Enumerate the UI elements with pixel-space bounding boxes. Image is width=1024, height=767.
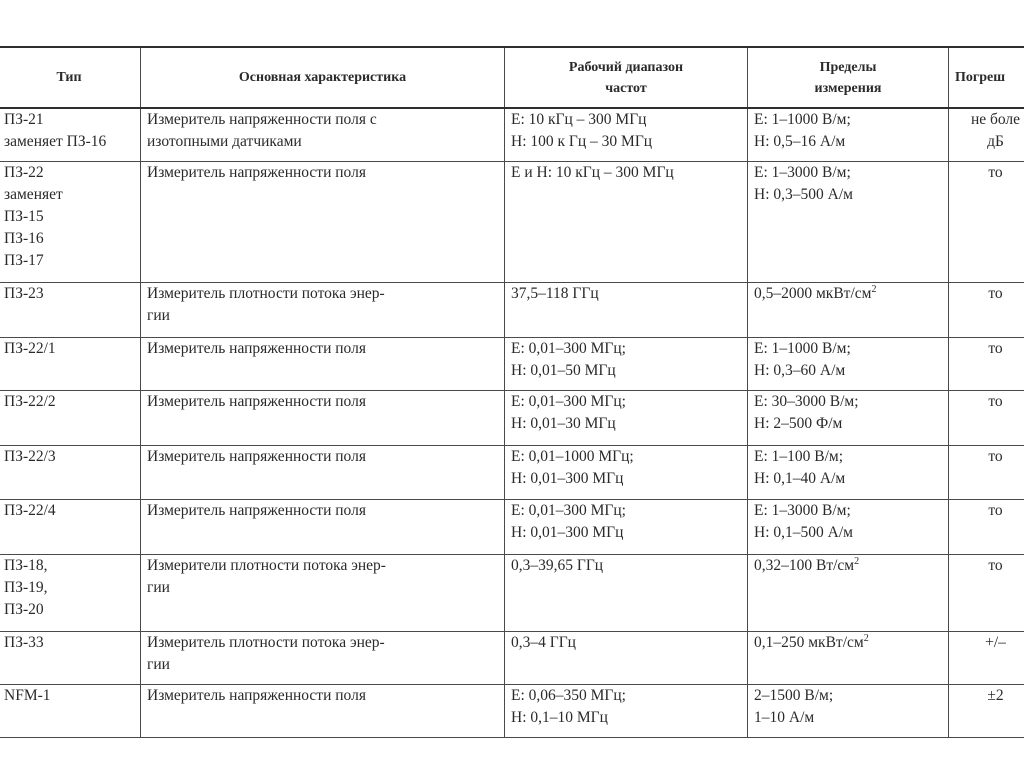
description-cell-line: гии (147, 306, 170, 324)
frequency-cell-line: Е: 0,01–300 МГц; (511, 501, 626, 519)
error-cell-line: +/– (985, 633, 1006, 651)
type-cell-line: ПЗ-22/1 (4, 339, 56, 357)
limits-cell-line: Н: 0,5–16 А/м (754, 133, 846, 150)
error-cell-line: ±2 (987, 686, 1004, 704)
description-cell-line: гии (147, 655, 170, 673)
error-cell (949, 499, 1024, 554)
table-row (0, 390, 1024, 445)
type-cell-line: заменяет ПЗ-16 (4, 133, 107, 150)
limits-cell-line: Н: 0,3–500 А/м (754, 185, 853, 203)
type-cell-line: ПЗ-33 (4, 633, 44, 651)
table-row (0, 445, 1024, 499)
frequency-cell-line: 37,5–118 ГГц (511, 284, 599, 302)
header-description: Основная характеристика (141, 47, 505, 108)
type-cell-line: ПЗ-20 (4, 600, 44, 618)
description-cell-line: Измерители плотности потока энер- (147, 556, 386, 574)
description-cell (141, 108, 505, 161)
frequency-cell-line: Е: 0,01–300 МГц; (511, 392, 626, 410)
error-cell (949, 337, 1024, 390)
description-cell (141, 631, 505, 684)
frequency-cell-line: Н: 0,01–30 МГц (511, 414, 616, 432)
type-cell (0, 161, 141, 282)
limits-cell (748, 390, 949, 445)
type-cell (0, 108, 141, 161)
frequency-cell-line: Е: 10 кГц – 300 МГц (511, 111, 647, 128)
measuring-instruments-table (0, 46, 1024, 738)
description-cell-line: Измеритель плотности потока энер- (147, 284, 385, 302)
type-cell (0, 390, 141, 445)
error-cell (949, 445, 1024, 499)
description-cell-line: Измеритель плотности потока энер- (147, 633, 385, 651)
limits-cell-line: Е: 1–1000 В/м; (754, 339, 851, 357)
type-cell (0, 631, 141, 684)
type-cell-line: ПЗ-22/3 (4, 447, 56, 465)
limits-cell-line: Е: 1–1000 В/м; (754, 111, 851, 128)
description-cell-line: Измеритель напряженности поля (147, 392, 366, 410)
frequency-cell-line: 0,3–4 ГГц (511, 633, 576, 651)
description-cell (141, 445, 505, 499)
error-cell (949, 631, 1024, 684)
frequency-cell-line: Е: 0,06–350 МГц; (511, 686, 626, 704)
frequency-cell (505, 161, 748, 282)
limits-cell (748, 554, 949, 631)
limits-cell (748, 108, 949, 161)
error-cell-line: то (988, 501, 1003, 519)
error-cell (949, 684, 1024, 737)
type-cell (0, 499, 141, 554)
type-cell-line: ПЗ-17 (4, 251, 44, 269)
description-cell-line: Измеритель напряженности поля (147, 447, 366, 465)
table-row (0, 499, 1024, 554)
description-cell-line: гии (147, 578, 170, 596)
limits-cell (748, 161, 949, 282)
frequency-cell-line: Е: 0,01–300 МГц; (511, 339, 626, 357)
frequency-cell-line: Е: 0,01–1000 МГц; (511, 447, 634, 465)
frequency-cell (505, 499, 748, 554)
description-cell (141, 282, 505, 337)
description-cell (141, 161, 505, 282)
frequency-cell-line: Н: 0,01–300 МГц (511, 523, 624, 541)
frequency-cell (505, 631, 748, 684)
error-cell-line: то (988, 556, 1003, 574)
limits-cell (748, 337, 949, 390)
error-cell (949, 390, 1024, 445)
limits-cell-line: Е: 1–3000 В/м; (754, 163, 851, 181)
error-cell-line: то (988, 284, 1003, 302)
limits-cell (748, 684, 949, 737)
description-cell (141, 390, 505, 445)
header-frequency-line2: частот (605, 80, 647, 96)
limits-cell-line: Е: 1–100 В/м; (754, 447, 844, 465)
frequency-cell (505, 282, 748, 337)
frequency-cell (505, 684, 748, 737)
header-limits-line1: Пределы (819, 59, 877, 75)
description-cell (141, 554, 505, 631)
frequency-cell-line: Н: 0,1–10 МГц (511, 708, 608, 726)
type-cell (0, 282, 141, 337)
limits-cell (748, 445, 949, 499)
limits-cell-line: 1–10 А/м (754, 708, 815, 726)
type-cell-line: ПЗ-19, (4, 578, 48, 596)
header-limits (748, 47, 949, 108)
error-cell (949, 554, 1024, 631)
error-cell-line: то (988, 163, 1003, 181)
type-cell (0, 684, 141, 737)
table-row (0, 337, 1024, 390)
limits-cell-line: 0,32–100 Вт/см (754, 556, 855, 574)
limits-cell (748, 499, 949, 554)
description-cell-line: Измеритель напряженности поля (147, 339, 366, 357)
type-cell-line: ПЗ-22/4 (4, 501, 56, 519)
limits-cell-line: 0,1–250 мкВт/см (754, 633, 864, 651)
table-row (0, 161, 1024, 282)
type-cell-line: ПЗ-22/2 (4, 392, 56, 410)
frequency-cell (505, 390, 748, 445)
type-cell-line: ПЗ-15 (4, 207, 44, 225)
type-cell (0, 554, 141, 631)
limits-cell-line: Н: 2–500 Ф/м (754, 414, 843, 432)
limits-cell-line: Е: 30–3000 В/м; (754, 392, 859, 410)
frequency-cell-line: 0,3–39,65 ГГц (511, 556, 604, 574)
unit-superscript: 2 (863, 632, 869, 644)
unit-superscript: 2 (854, 555, 860, 567)
type-cell-line: заменяет (4, 185, 63, 203)
table-row (0, 108, 1024, 161)
frequency-cell-line: Н: 0,01–50 МГц (511, 361, 616, 379)
limits-cell-line: Н: 0,3–60 А/м (754, 361, 846, 379)
type-cell-line: ПЗ-16 (4, 229, 44, 247)
header-frequency-line1: Рабочий диапазон (568, 59, 684, 75)
limits-cell-line: 0,5–2000 мкВт/см (754, 284, 872, 302)
table-header-row (0, 47, 1024, 108)
error-cell-line: дБ (987, 133, 1004, 150)
type-cell (0, 337, 141, 390)
frequency-cell-line: Н: 100 к Гц – 30 МГц (511, 133, 653, 150)
error-cell (949, 108, 1024, 161)
header-limits-line2: измерения (814, 80, 882, 96)
type-cell-line: ПЗ-22 (4, 163, 44, 181)
type-cell-line: ПЗ-21 (4, 111, 44, 128)
unit-superscript: 2 (871, 283, 877, 295)
description-cell-line: Измеритель напряженности поля с (147, 111, 377, 128)
frequency-cell-line: Н: 0,01–300 МГц (511, 469, 624, 487)
description-cell-line: Измеритель напряженности поля (147, 163, 366, 181)
frequency-cell-line: Е и Н: 10 кГц – 300 МГц (511, 163, 674, 181)
limits-cell-line: 2–1500 В/м; (754, 686, 834, 704)
header-error: Погреш (949, 47, 1024, 108)
table-row (0, 631, 1024, 684)
type-cell (0, 445, 141, 499)
frequency-cell (505, 337, 748, 390)
limits-cell (748, 631, 949, 684)
limits-cell (748, 282, 949, 337)
error-cell-line: не боле (970, 111, 1021, 128)
error-cell-line: то (988, 392, 1003, 410)
description-cell-line: Измеритель напряженности поля (147, 501, 366, 519)
error-cell-line: то (988, 339, 1003, 357)
frequency-cell (505, 445, 748, 499)
limits-cell-line: Н: 0,1–500 А/м (754, 523, 853, 541)
table-row (0, 282, 1024, 337)
frequency-cell (505, 554, 748, 631)
description-cell (141, 499, 505, 554)
type-cell-line: ПЗ-23 (4, 284, 44, 302)
type-cell-line: NFM-1 (4, 686, 51, 704)
description-cell (141, 337, 505, 390)
table-row (0, 684, 1024, 737)
table-row (0, 554, 1024, 631)
limits-cell-line: Е: 1–3000 В/м; (754, 501, 851, 519)
description-cell-line: изотопными датчиками (147, 133, 302, 150)
header-frequency (505, 47, 748, 108)
description-cell (141, 684, 505, 737)
description-cell-line: Измеритель напряженности поля (147, 686, 366, 704)
frequency-cell (505, 108, 748, 161)
error-cell-line: то (988, 447, 1003, 465)
header-type: Тип (0, 47, 141, 108)
error-cell (949, 282, 1024, 337)
type-cell-line: ПЗ-18, (4, 556, 48, 574)
error-cell (949, 161, 1024, 282)
limits-cell-line: Н: 0,1–40 А/м (754, 469, 846, 487)
top-blank-area (0, 0, 1024, 46)
